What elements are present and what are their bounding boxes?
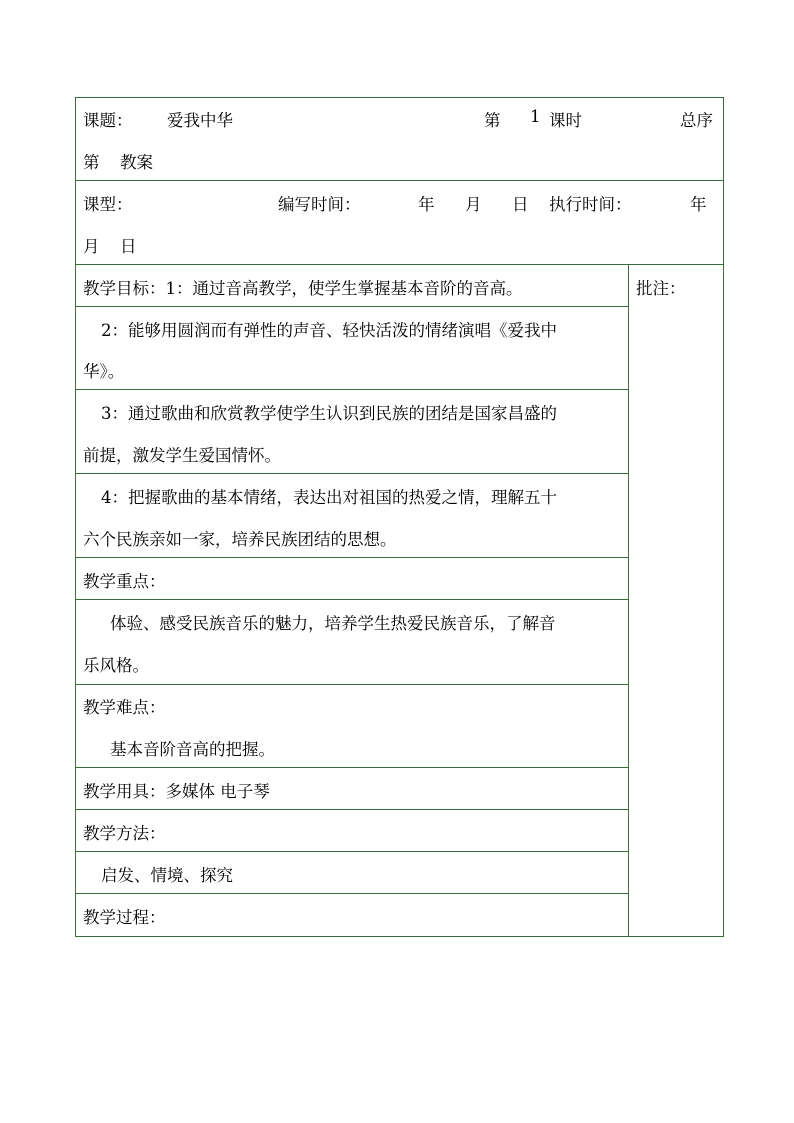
divider [75,684,628,685]
objective-4-line-1: 4：把握歌曲的基本情绪，表达出对祖国的热爱之情，理解五十 [101,488,557,507]
remarks-column-divider [628,264,629,937]
key-points-line-1: 体验、感受民族音乐的魅力，培养学生热爱民族音乐，了解音 [110,614,556,633]
sequence-label: 总序 [680,111,713,130]
key-points-line-2: 乐风格。 [83,656,149,675]
lesson-di: 第 [484,111,501,130]
objective-2-line-1: 2：能够用圆润而有弹性的声音、轻快活泼的情绪演唱《爱我中 [101,321,557,340]
lesson-plan-table [75,97,724,937]
write-year: 年 [418,195,435,214]
divider [75,809,628,810]
write-day: 日 [512,195,529,214]
objective-3-line-2: 前提，激发学生爱国情怀。 [83,446,281,465]
divider [75,893,628,894]
objective-2-line-2: 华》。 [83,362,125,381]
methods-text: 启发、情境、探究 [101,866,233,885]
methods-label: 教学方法： [83,824,166,843]
plan-label: 教案 [120,153,153,172]
exec-year: 年 [690,195,707,214]
objective-3-line-1: 3：通过歌曲和欣赏教学使学生认识到民族的团结是国家昌盛的 [101,404,557,423]
objective-4-line-2: 六个民族亲如一家，培养民族团结的思想。 [83,530,397,549]
key-points-label: 教学重点： [83,572,166,591]
divider [75,306,628,307]
exec-time-label: 执行时间： [549,195,632,214]
sequence-di: 第 [83,153,100,172]
divider [75,599,628,600]
lesson-number: 1 [530,107,541,126]
divider [75,851,628,852]
type-label: 课型： [83,195,133,214]
teaching-tools: 教学用具：多媒体 电子琴 [83,782,270,801]
divider [75,767,628,768]
divider [75,389,628,390]
write-time-label: 编写时间： [278,195,361,214]
divider [75,180,724,181]
topic-value: 爱我中华 [167,111,233,130]
difficulties-label: 教学难点： [83,698,166,717]
remarks-label: 批注： [636,279,686,298]
objective-1: 教学目标：1：通过音高教学，使学生掌握基本音阶的音高。 [83,279,523,298]
process-label: 教学过程： [83,908,166,927]
lesson-unit: 课时 [549,111,582,130]
write-month: 月 [465,195,482,214]
exec-month: 月 [83,237,100,256]
difficulties-text: 基本音阶音高的把握。 [110,740,275,759]
exec-day: 日 [120,237,137,256]
topic-label: 课题： [83,111,133,130]
divider [75,473,628,474]
divider [75,264,724,265]
divider [75,557,628,558]
